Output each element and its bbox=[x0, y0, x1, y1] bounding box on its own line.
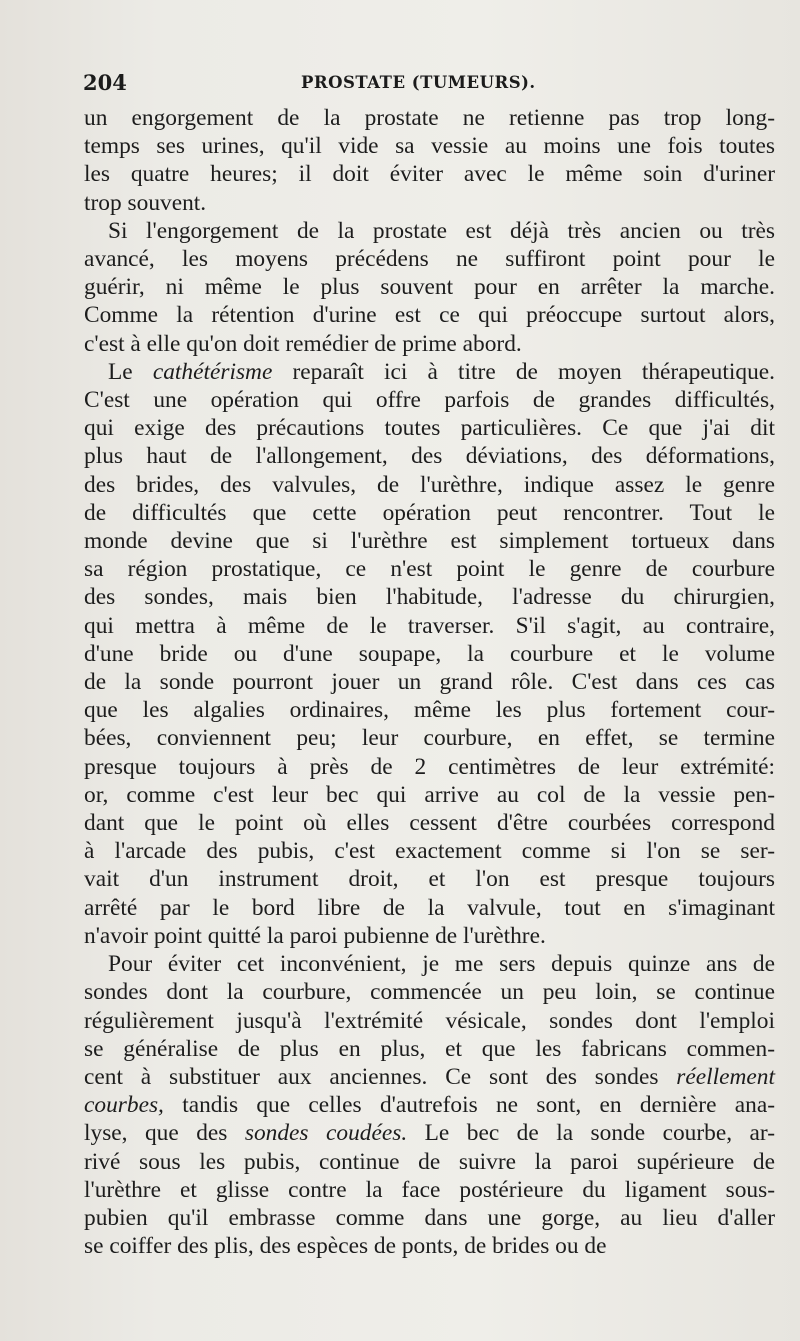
text-line: presque toujours à près de 2 centimètres de leur extrémité: bbox=[84, 753, 775, 780]
text-line: de difficultés que cette opération peut rencontrer. Tout le bbox=[84, 499, 775, 526]
text-line: les quatre heures; il doit éviter avec le même soin d'uriner bbox=[84, 161, 775, 188]
text-line: sa région prostatique, ce n'est point le genre de courbure bbox=[84, 556, 775, 583]
italic-text: réellement bbox=[676, 1063, 775, 1090]
text-line: des sondes, mais bien l'habitude, l'adresse du chirurgien, bbox=[84, 584, 775, 611]
text-line: n'avoir point quitté la paroi pubienne de l'urèthre. bbox=[84, 922, 546, 949]
text-line: lyse, que des sondes coudées. Le bec de la sonde courbe, ar- bbox=[84, 1120, 775, 1147]
text-line: temps ses urines, qu'il vide sa vessie au moins une fois toutes bbox=[84, 133, 775, 160]
italic-text: courbes, bbox=[84, 1092, 164, 1119]
body-text bbox=[84, 104, 775, 1260]
text-line: Comme la rétention d'urine est ce qui préoccupe surtout alors, bbox=[84, 302, 775, 329]
text-line: dant que le point où elles cessent d'être courbées correspond bbox=[84, 810, 775, 837]
text-line: bées, conviennent peu; leur courbure, en effet, se termine bbox=[84, 725, 775, 752]
paragraph bbox=[84, 950, 775, 1260]
italic-text: cathétérisme bbox=[152, 358, 273, 385]
italic-text: sondes coudées. bbox=[244, 1120, 408, 1147]
text-line: pubien qu'il embrasse comme dans une gorge, au lieu d'aller bbox=[84, 1204, 775, 1231]
text-line: vait d'un instrument droit, et l'on est presque toujours bbox=[84, 866, 775, 893]
text-line: Le cathétérisme reparaît ici à titre de moyen thérapeutique. bbox=[108, 358, 775, 385]
paragraph bbox=[84, 217, 775, 358]
text-line: C'est une opération qui offre parfois de grandes difficultés, bbox=[84, 387, 775, 414]
text-line: d'une bride ou d'une soupape, la courbure et le volume bbox=[84, 640, 775, 667]
text-line: des brides, des valvules, de l'urèthre, indique assez le genre bbox=[84, 471, 775, 498]
text-line: cent à substituer aux anciennes. Ce sont des sondes réellement bbox=[84, 1063, 775, 1090]
text-line: qui mettra à même de le traverser. S'il s'agit, au contraire, bbox=[84, 612, 775, 639]
text-line: se coiffer des plis, des espèces de ponts, de brides ou de bbox=[84, 1233, 607, 1260]
text-line: de la sonde pourront jouer un grand rôle. C'est dans ces cas bbox=[84, 669, 775, 696]
text-line: avancé, les moyens précédens ne suffiront point pour le bbox=[84, 246, 775, 273]
paragraph bbox=[84, 358, 775, 950]
text-line: rivé sous les pubis, continue de suivre la paroi supérieure de bbox=[84, 1148, 775, 1175]
text-line: or, comme c'est leur bec qui arrive au col de la vessie pen- bbox=[84, 781, 775, 808]
paragraph bbox=[84, 104, 775, 217]
text-line: que les algalies ordinaires, même les plus fortement cour- bbox=[84, 697, 775, 724]
page-number: 204 bbox=[83, 70, 127, 95]
text-line: un engorgement de la prostate ne retienne pas trop long- bbox=[84, 105, 775, 131]
running-head: PROSTATE (TUMEURS). bbox=[301, 73, 536, 92]
text-line: qui exige des précautions toutes particulières. Ce que j'ai dit bbox=[84, 415, 775, 442]
text-line: trop souvent. bbox=[84, 189, 207, 216]
text-line: monde devine que si l'urèthre est simplement tortueux dans bbox=[84, 528, 775, 555]
text-line: plus haut de l'allongement, des déviations, des déformations, bbox=[84, 443, 775, 470]
text-line: se généralise de plus en plus, et que les fabricans commen- bbox=[84, 1035, 775, 1062]
page-header bbox=[83, 70, 783, 102]
text-line: c'est à elle qu'on doit remédier de prime abord. bbox=[84, 330, 522, 357]
text-line: l'urèthre et glisse contre la face postérieure du ligament sous- bbox=[84, 1176, 775, 1203]
text-line: guérir, ni même le plus souvent pour en arrêter la marche. bbox=[84, 274, 775, 301]
text-line: Pour éviter cet inconvénient, je me sers depuis quinze ans de bbox=[108, 951, 775, 978]
text-line: sondes dont la courbure, commencée un peu loin, se continue bbox=[84, 979, 775, 1006]
text-line: Si l'engorgement de la prostate est déjà très ancien ou très bbox=[108, 217, 775, 244]
text-line: régulièrement jusqu'à l'extrémité vésicale, sondes dont l'emploi bbox=[84, 1007, 775, 1034]
text-line: arrêté par le bord libre de la valvule, tout en s'imaginant bbox=[84, 894, 775, 921]
text-line: courbes, tandis que celles d'autrefois ne sont, en dernière ana- bbox=[84, 1092, 775, 1119]
text-line: à l'arcade des pubis, c'est exactement comme si l'on se ser- bbox=[84, 838, 775, 865]
